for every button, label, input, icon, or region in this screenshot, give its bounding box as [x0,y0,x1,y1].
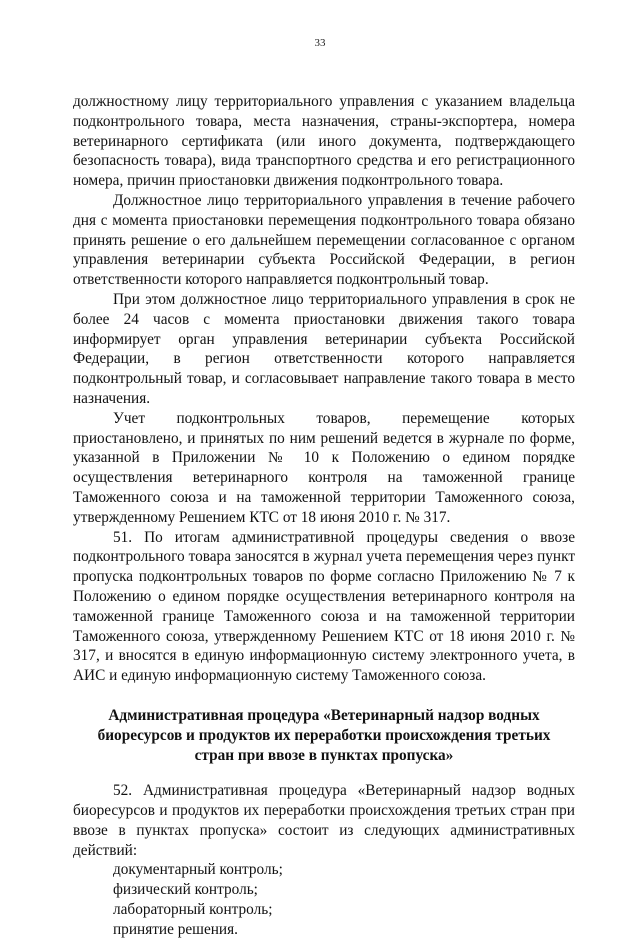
actions-list [73,860,575,939]
list-item: принятие решения. [113,920,238,938]
paragraph-51: 51. По итогам административной процедуры сведения о ввозе подконтрольного товара заносятся в журнал учета перемещения через пункт пропуска подконтрольных товаров по форме согласно Приложению № 7 к Положению о едином порядке осуществления ветеринарного контроля на таможенной границе Таможенного союза и на таможенной территории Таможенного союза, утвержденному Решением КТС от 18 июня 2010 г. № 317, и вносятся в единую информационную систему электронного учета, в АИС и единую информационную систему Таможенного союза. [73,528,575,685]
page-number: 33 [314,37,326,49]
section-heading: Административная процедура «Ветеринарный надзор водных биоресурсов и продуктов их переработки происхождения третьих стран при ввозе в пунктах пропуска» [97,706,551,764]
list-item: лабораторный контроль; [113,901,273,919]
list-item: документарный контроль; [113,861,283,879]
paragraph: Должностное лицо территориального управления в течение рабочего дня с момента приостановки перемещения подконтрольного товара обязано принять решение о его дальнейшем перемещении согласованное с органом управления ветеринарии субъекта Российской Федерации, в регион ответственности которого направляется подконтрольный товар. [73,191,575,289]
paragraph: При этом должностное лицо территориального управления в срок не более 24 часов с момента приостановки движения такого товара информирует орган управления ветеринарии субъекта Российской Федерации, в регион ответственности которого направляется подконтрольный товар, и согласовывает направление такого товара в место назначения. [73,290,575,407]
list-item: физический контроль; [113,881,258,899]
document-body [73,92,575,940]
paragraph: Учет подконтрольных товаров, перемещение которых приостановлено, и принятых по ним решений ведется в журнале по форме, указанной в Приложении № 10 к Положению о едином порядке осуществления ветеринарного контроля на таможенной границе Таможенного союза и на таможенной территории Таможенного союза, утвержденному Решением КТС от 18 июня 2010 г. № 317. [73,409,575,526]
paragraph-52: 52. Административная процедура «Ветеринарный надзор водных биоресурсов и продуктов их переработки происхождения третьих стран при ввозе в пунктах пропуска» состоит из следующих административных действий: [73,782,575,859]
paragraph-continuation: должностному лицу территориального управления с указанием владельца подконтрольного товара, места назначения, страны-экспортера, номера ветеринарного сертификата (или иного документа, подтверждающего безопасность товара), вида транспортного средства и его регистрационного номера, причин приостановки движения подконтрольного товара. [73,93,575,190]
